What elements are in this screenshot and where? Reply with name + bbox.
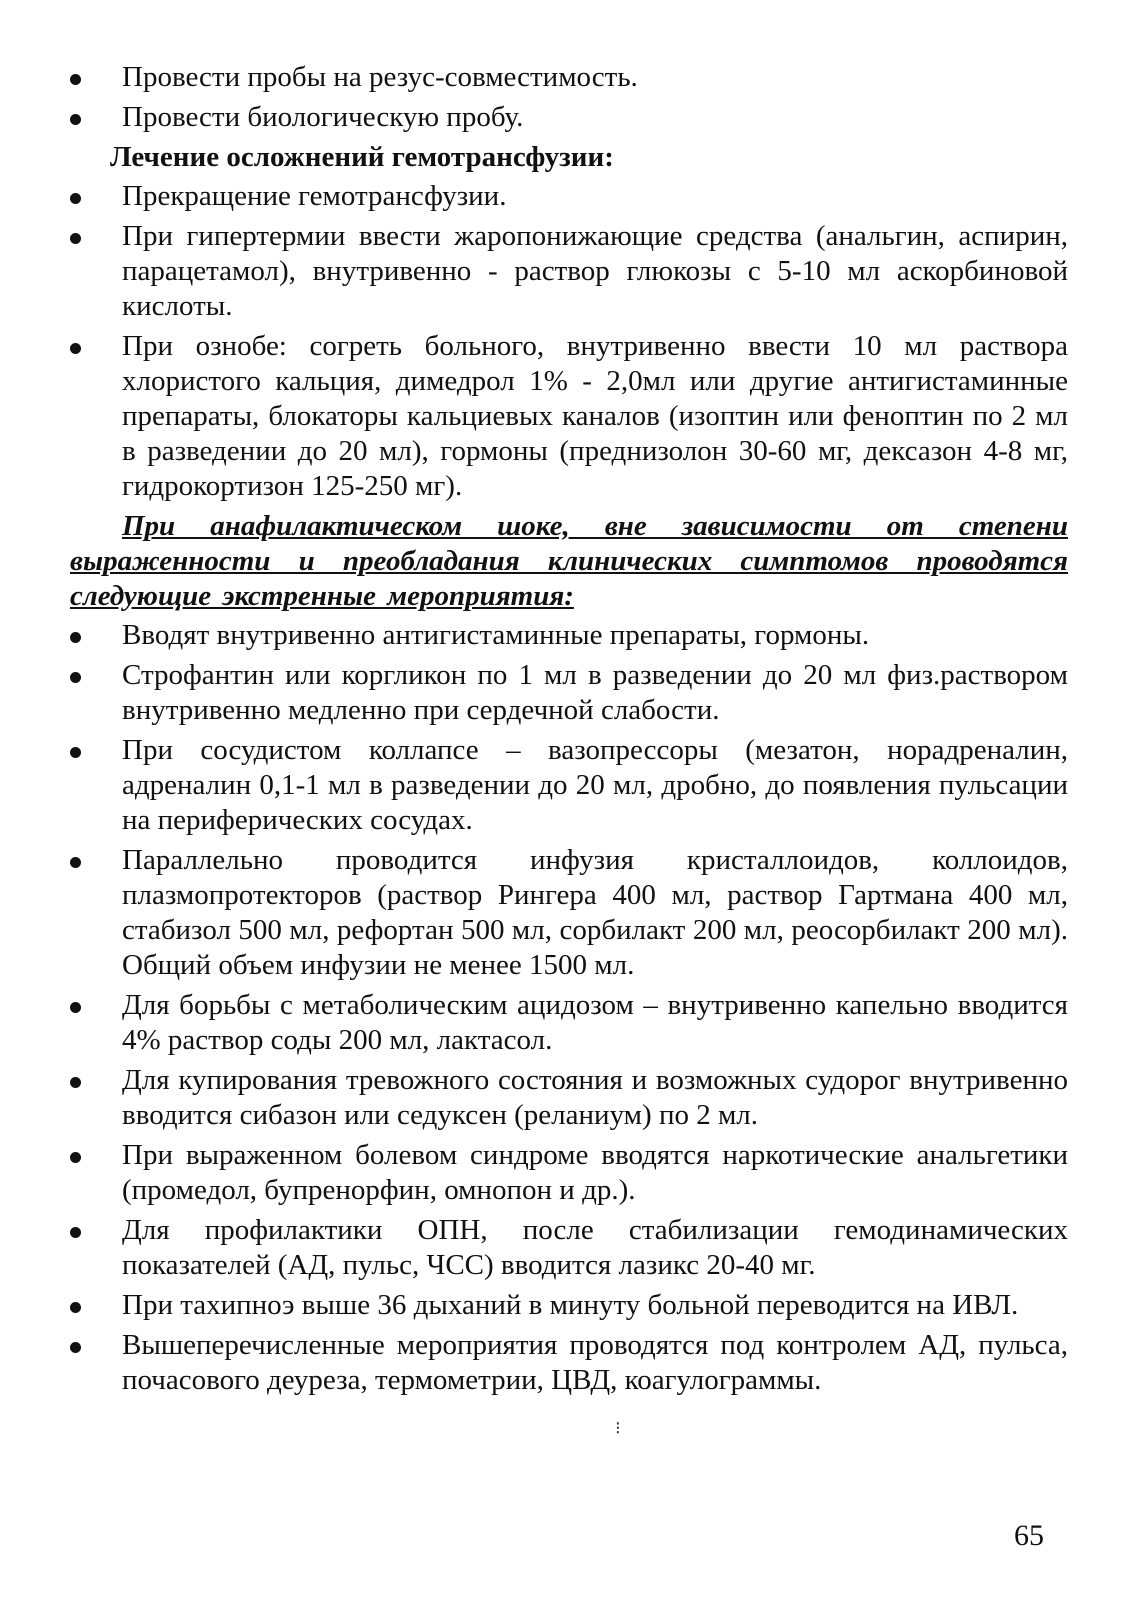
bullet-icon	[70, 857, 81, 868]
bullet-icon	[70, 1002, 81, 1013]
bullet-icon	[70, 1152, 81, 1163]
list-item	[70, 1213, 1068, 1283]
bullet-icon	[70, 343, 81, 354]
list-item-text: Прекращение гемотрансфузии.	[122, 180, 507, 212]
list-item	[70, 988, 1068, 1058]
list-item	[70, 329, 1068, 504]
emergency-measures-list	[70, 618, 1068, 1398]
list-item-text: Строфантин или коргликон по 1 мл в разведении до 20 мл физ.раствором внутривенно медленно при сердечной слабости.	[122, 659, 1068, 726]
list-item	[70, 843, 1068, 983]
list-item-text: При ознобе: согреть больного, внутривенно ввести 10 мл раствора хлористого кальция, димедрол 1% - 2,0мл или другие антигистаминные препараты, блокаторы кальциевых каналов (изоптин или феноптин по 2 мл в разведении до 20 мл), гормоны (преднизолон 30-60 мг, дексазон 4-8 мг, гидрокортизон 125-250 мг).	[122, 330, 1068, 502]
transfusion-check-list	[70, 60, 1068, 135]
list-item-text: При тахипноэ выше 36 дыханий в минуту больной переводится на ИВЛ.	[122, 1289, 1019, 1321]
list-item-text: Параллельно проводится инфузия кристаллоидов, коллоидов, плазмопротекторов (раствор Рингера 400 мл, раствор Гартмана 400 мл, стабизол 500 мл, рефортан 500 мл, сорбилакт 200 мл, реосорбилакт 200 мл). Общий объем инфузии не менее 1500 мл.	[122, 844, 1068, 981]
list-item-text: При выраженном болевом синдроме вводятся наркотические анальгетики (промедол, бупренорфин, омнопон и др.).	[122, 1139, 1068, 1206]
bullet-icon	[70, 672, 81, 683]
bullet-icon	[70, 193, 81, 204]
list-item-text: Для купирования тревожного состояния и возможных судорог внутривенно вводится сибазон или седуксен (реланиум) по 2 мл.	[122, 1064, 1068, 1131]
section-heading: Лечение осложнений гемотрансфузии:	[110, 141, 614, 173]
list-item	[70, 1063, 1068, 1133]
list-item	[70, 219, 1068, 324]
page-number: 65	[1014, 1519, 1044, 1552]
page-content	[70, 60, 1068, 1403]
list-item	[70, 179, 1068, 214]
list-item	[70, 1138, 1068, 1208]
list-item-text: Для профилактики ОПН, после стабилизации гемодинамических показателей (АД, пульс, ЧСС) вводится лазикс 20-40 мг.	[122, 1214, 1068, 1281]
bullet-icon	[70, 747, 81, 758]
list-item	[70, 658, 1068, 728]
bullet-icon	[70, 1302, 81, 1313]
list-item	[70, 60, 1068, 95]
bullet-icon	[70, 1227, 81, 1238]
list-item-text: Вводят внутривенно антигистаминные препараты, гормоны.	[122, 619, 870, 651]
list-item	[70, 100, 1068, 135]
bullet-icon	[70, 114, 81, 125]
list-item	[70, 618, 1068, 653]
bullet-icon	[70, 1342, 81, 1353]
bullet-icon	[70, 233, 81, 244]
bullet-icon	[70, 74, 81, 85]
list-item	[70, 1288, 1068, 1323]
list-item-text: Для борьбы с метаболическим ацидозом – внутривенно капельно вводится 4% раствор соды 200 мл, лактасол.	[122, 989, 1068, 1056]
list-item-text: Вышеперечисленные мероприятия проводятся под контролем АД, пульса, почасового деуреза, термометрии, ЦВД, коагулограммы.	[122, 1329, 1068, 1396]
list-item	[70, 1328, 1068, 1398]
bullet-icon	[70, 632, 81, 643]
list-item	[70, 733, 1068, 838]
list-item-text: Провести биологическую пробу.	[122, 101, 524, 133]
list-item-text: При сосудистом коллапсе – вазопрессоры (мезатон, норадреналин, адреналин 0,1-1 мл в разведении до 20 мл, дробно, до появления пульсации на периферических сосудах.	[122, 734, 1068, 836]
anaphylaxis-paragraph: При анафилактическом шоке, вне зависимости от степени выраженности и преобладания клинических симптомов проводятся следующие экстренные мероприятия:	[70, 510, 1068, 612]
complication-treatment-list	[70, 179, 1068, 504]
list-item-text: При гипертермии ввести жаропонижающие средства (анальгин, аспирин, парацетамол), внутривенно - раствор глюкозы с 5-10 мл аскорбиновой кислоты.	[122, 220, 1068, 322]
stray-mark: ⁝	[615, 1418, 621, 1438]
bullet-icon	[70, 1077, 81, 1088]
list-item-text: Провести пробы на резус-совместимость.	[122, 61, 638, 93]
